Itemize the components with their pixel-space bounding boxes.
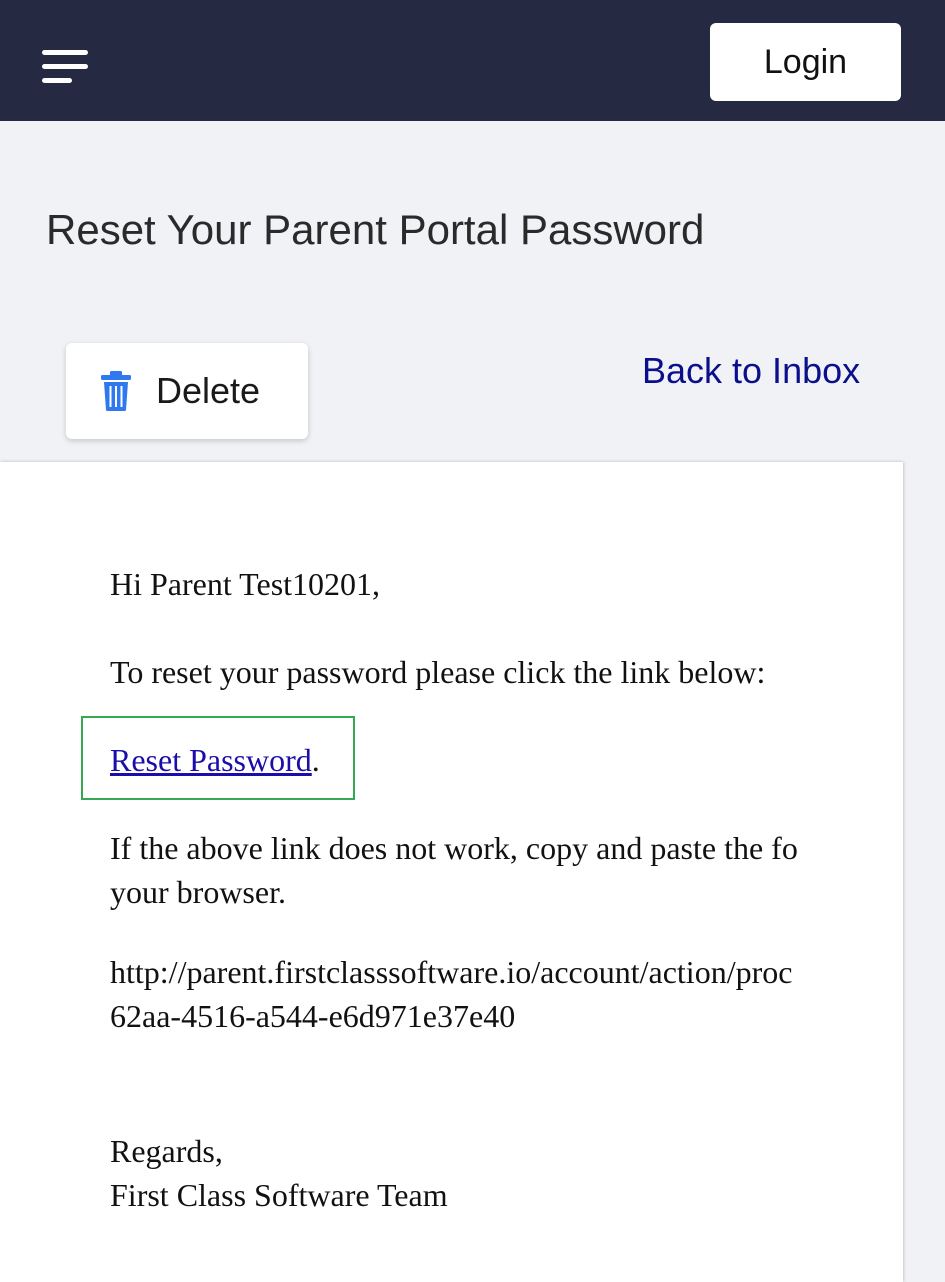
delete-button-label: Delete [156, 370, 261, 411]
page-title: Reset Your Parent Portal Password [46, 206, 705, 253]
email-message-card [0, 462, 903, 1282]
fallback-text-line-2: your browser. [110, 874, 286, 910]
trash-icon [100, 370, 132, 412]
reset-url-line-2: 62aa-4516-a544-e6d971e37e40 [110, 998, 516, 1034]
email-greeting: Hi Parent Test10201, [110, 566, 381, 602]
top-navigation-bar [0, 0, 945, 121]
reset-url-line-1: http://parent.firstclasssoftware.io/account/action/proc [110, 954, 793, 990]
reset-link-paragraph [110, 738, 320, 782]
email-intro: To reset your password please click the link below: [110, 654, 766, 690]
email-signature: First Class Software Team [110, 1177, 448, 1213]
login-button[interactable]: Login [710, 23, 901, 101]
email-body [110, 462, 858, 1282]
email-regards: Regards, [110, 1133, 223, 1169]
reset-password-link[interactable]: Reset Password [110, 742, 312, 778]
reset-link-suffix: . [311, 742, 320, 778]
delete-button[interactable] [66, 343, 308, 439]
fallback-text-line-1: If the above link does not work, copy and paste the fo [110, 830, 798, 866]
hamburger-menu-icon[interactable] [38, 44, 94, 88]
back-to-inbox-link[interactable]: Back to Inbox [642, 350, 861, 391]
